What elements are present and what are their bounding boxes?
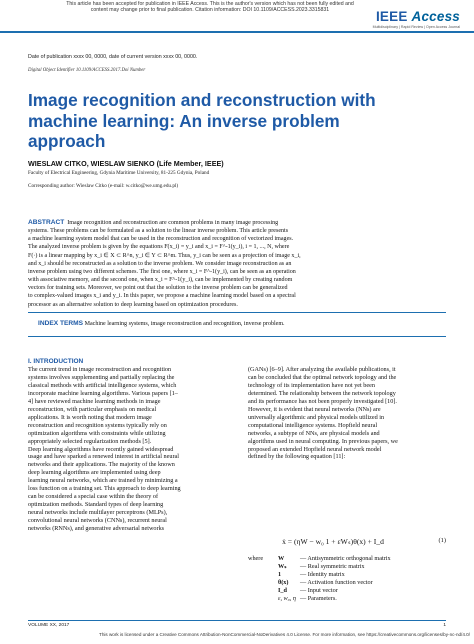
publication-notice xyxy=(30,1,390,13)
abstract-line: The analyzed inverse problem is given by the equations xyxy=(28,244,165,251)
doi-line: Digital Object Identifier 10.1109/ACCESS.2017.Doi Number xyxy=(28,68,146,73)
abstract-line: to complex-valued images xyxy=(28,293,94,300)
intro-line: computational intelligence systems. Hopfield neural xyxy=(248,421,378,429)
intro-line: applications. It is worth noting that modern image xyxy=(28,413,152,421)
abstract-line: inverse problem using two different schemes. The first one, where xyxy=(28,268,190,275)
intro-line: reconstruction and recognition systems typically rely on xyxy=(28,421,167,429)
intro-line: can be concluded that the optimal network topology and the xyxy=(248,373,397,381)
intro-line: deep learning algorithms are implemented using deep xyxy=(28,469,161,477)
section-heading-introduction: I. INTRODUCTION xyxy=(28,358,84,365)
abstract-line: processor as an alternative solution to deep learning based on optimization procedures. xyxy=(28,301,238,308)
intro-line: incorporate machine learning algorithms. Various papers [1– xyxy=(28,389,178,397)
intro-line: optimization algorithms with constraints while utilizing xyxy=(28,429,166,437)
intro-line: defined by the following equation [11]: xyxy=(248,453,346,461)
intro-line: algorithms used in neural computing. In previous papers, we xyxy=(248,437,398,445)
footer-rule xyxy=(28,620,446,621)
title-line-3: approach xyxy=(28,131,106,151)
abstract-math: x_i = F^-1(y_i), can be implemented by creating random xyxy=(154,277,293,284)
notice-line-1: This article has been accepted for publication in IEEE Access. This is the author's version which has not been fully edited and xyxy=(66,1,354,7)
intro-line: networks and their applications. The majority of the known xyxy=(28,461,175,469)
intro-line: usage and have sparked a renewed interest in artificial neural xyxy=(28,453,180,461)
paper-title xyxy=(28,90,428,152)
symbol: θ(x) xyxy=(278,579,289,586)
notice-line-2: content may change prior to final publication. Citation information: DOI 10.1109/ACCESS.2023.3315831 xyxy=(90,7,330,14)
where-list xyxy=(248,555,448,603)
page-number: 1 xyxy=(443,623,446,628)
logo-access: Access xyxy=(411,9,460,24)
index-terms-heading: INDEX TERMS xyxy=(38,320,84,327)
abstract-math: x_i ∈ X ⊂ R^n, y_i ∈ Y ⊂ R^m. Thus, y_i can be seen as a projection of image x_i, xyxy=(94,252,301,259)
symbol-description: — Activation function vector xyxy=(300,579,373,586)
authors: WIESLAW CITKO, WIESLAW SIENKO (Life Member, IEEE) xyxy=(28,159,224,168)
intro-line: and its performance has not been properly investigated [10]. xyxy=(248,397,397,405)
intro-line: networks, a subtype of NNs, are physical models and xyxy=(248,429,380,437)
abstract-math: x_i = F^-1(y_i), can be seen as an operation xyxy=(189,268,296,275)
equation-number: (1) xyxy=(438,537,446,544)
symbol-description: — Antisymmetric orthogonal matrix xyxy=(300,555,391,562)
intro-line: optimization methods. Standard types of deep learning xyxy=(28,501,164,509)
intro-right-column xyxy=(248,366,446,461)
intro-line: learning neural networks, which are trained by minimizing a xyxy=(28,477,178,485)
intro-line: 4] have reviewed machine learning methods in image xyxy=(28,397,161,405)
intro-line: The current trend in image reconstruction and recognition xyxy=(28,366,172,373)
logo-ieee: IEEE xyxy=(375,9,408,24)
abstract-line: F(·) is a linear mapping by xyxy=(28,252,95,259)
intro-line: reconstruction, with particular emphasis on medical xyxy=(28,405,157,413)
title-line-1: Image recognition and reconstruction with xyxy=(28,90,376,110)
symbol: Wₛ xyxy=(278,563,287,570)
intro-line: Deep learning algorithms have recently gained widespread xyxy=(28,445,174,453)
abstract-line: with associative memory, and the second one, when xyxy=(28,277,155,284)
symbol-description: — Input vector xyxy=(300,587,338,594)
intro-line: networks (RNNs), and generative adversarial networks xyxy=(28,525,165,533)
intro-line: neural networks include multilayer perceptrons (MLPs), xyxy=(28,509,168,517)
index-terms xyxy=(38,320,438,328)
symbol: ε, w₀, η xyxy=(278,595,296,602)
ieee-access-logo xyxy=(373,9,460,29)
abstract-heading: ABSTRACT xyxy=(28,219,65,226)
publication-date: Date of publication xxxx 00, 0000, date of current version xxxx 00, 0000. xyxy=(28,54,198,60)
symbol-description: — Identity matrix xyxy=(300,571,345,578)
header-rule xyxy=(0,31,474,33)
symbol-description: — Parameters. xyxy=(300,595,337,602)
intro-line: convolutional neural networks (CNNs), recurrent neural xyxy=(28,517,167,525)
symbol: I_d xyxy=(278,587,287,594)
where-label: where xyxy=(248,555,264,562)
index-terms-text: Machine learning systems, image reconstruction and recognition, inverse problem. xyxy=(84,321,285,327)
symbol-description: — Real symmetric matrix xyxy=(300,563,365,570)
intro-line: proposed an extended Hopfield neural network model xyxy=(248,445,382,453)
intro-line: can be considered a special case within the theory of xyxy=(28,493,159,501)
abstract-line: vectors for training sets. Moreover, we point out that the solution to the inverse problem can be generalized xyxy=(28,285,288,292)
intro-line: (GANs) [6–9]. After analyzing the available publications, it xyxy=(248,366,396,373)
intro-line: determined. The relationship between the network topology xyxy=(248,389,396,397)
intro-line: However, it is evident that neural networks (NNs) are xyxy=(248,405,381,413)
abstract xyxy=(28,219,444,309)
title-line-2: machine learning: An inverse problem xyxy=(28,110,340,131)
abstract-line: and x_i should be reconstructed as a solution to the inverse problem. We consider image reconstruction as an xyxy=(28,260,292,267)
abstract-math: x_i and y_i. In this paper, we propose a machine learning model based on a spectral xyxy=(93,293,296,300)
abstract-line: a machine learning system model that can be used in the reconstruction and recognition of vectorized images. xyxy=(28,236,294,243)
abstract-math: F(x_i) = y_i and x_i = F^-1(y_i), i = 1, ..., N, where xyxy=(164,244,290,251)
intro-line: classical methods with artificial intelligence systems, which xyxy=(28,381,177,389)
abstract-rule xyxy=(28,312,446,313)
volume-label: VOLUME XX, 2017 xyxy=(28,623,70,628)
intro-line: universally algorithmic and physical models utilized in xyxy=(248,413,385,421)
license-notice[interactable]: This work is licensed under a Creative Commons Attribution-NonCommercial-NoDerivatives 4.0 License. For more information, see https://creativecommons.org/licenses/by-nc-nd/4.0/ xyxy=(99,632,470,637)
intro-line: appropriately selected regularization methods [5]. xyxy=(28,437,152,445)
affiliation: Faculty of Electrical Engineering, Gdynia Maritime University, 81-225 Gdynia, Poland xyxy=(28,170,210,176)
intro-line: systems involves supplementing and partially replacing the xyxy=(28,373,175,381)
intro-line: loss function on a training set. This approach to deep learning xyxy=(28,485,181,493)
abstract-line: Image recognition and reconstruction are common problems in many image processing xyxy=(67,220,279,226)
abstract-line: systems. These problems can be formulated as a solution to the linear inverse problem. This article presents xyxy=(28,228,289,235)
index-terms-rule xyxy=(28,336,446,337)
intro-left-column xyxy=(28,366,228,533)
logo-tagline: Multidisciplinary | Rapid Review | Open Access Journal xyxy=(372,25,460,29)
equation-1: ẋ = (ηW − w₀ 1 + εWₛ)θ(x) + I_d xyxy=(282,537,384,546)
symbol: W xyxy=(278,555,285,562)
intro-line: technology of its implementation have not yet been xyxy=(248,381,375,389)
symbol: 1 xyxy=(278,571,282,578)
corresponding-author: Corresponding author: Wieslaw Citko (e-mail: w.citko@we.umg.edu.pl) xyxy=(28,183,179,189)
